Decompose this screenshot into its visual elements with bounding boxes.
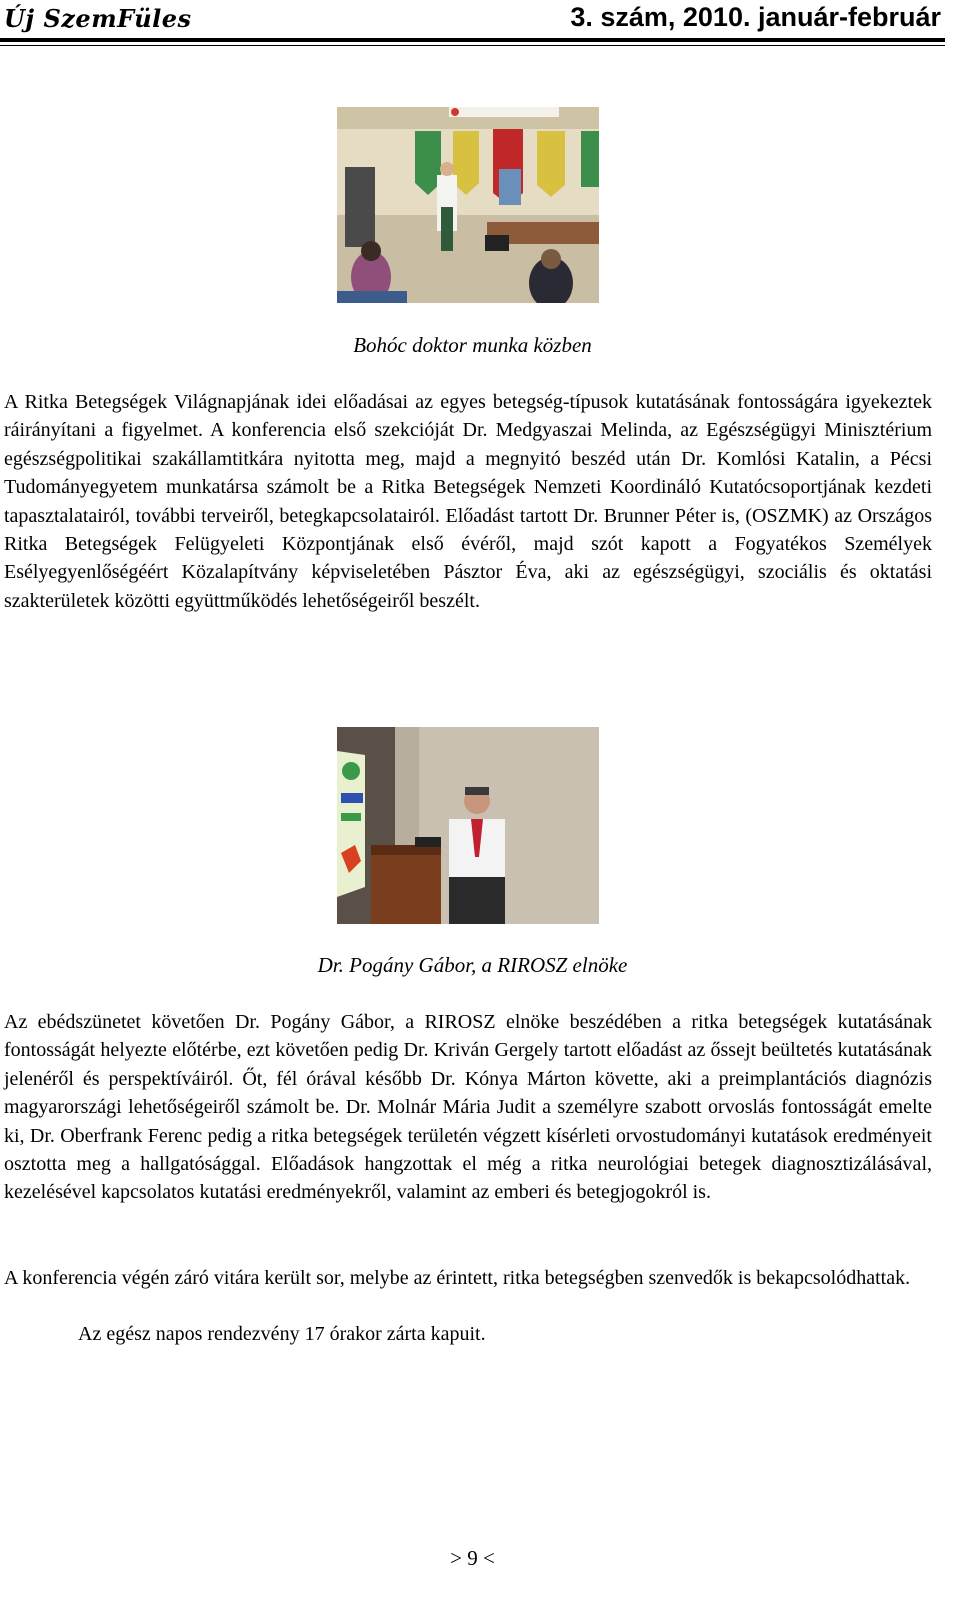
- body-paragraph: A Ritka Betegségek Világnapjának idei előadásai az egyes betegség-típusok kutatásának fontosságára igyekeztek ráirányítani a figyelmet. A konferencia első szekcióját Dr. Medgyaszai Melinda, az Egészségügyi Minisztérium egészségpolitikai szakállamtitkára nyitotta meg, majd a megnyitó beszéd után Dr. Komlósi Katalin, a Pécsi Tudományegyetem munkatársa számolt be a Ritka Betegségek Nemzeti Koordináló Kutatócsoportjának kezdeti tapasztalatairól, további terveiről, betegkapcsolatairól. Előadást tartott Dr. Brunner Péter is, (OSZMK) az Országos Ritka Betegségek Felügyeleti Központjának első évéről, majd szót kapott a Fogyatékos Személyek Esélyegyenlőségéért Közalapítvány képviseletében Pásztor Éva, aki az egészségügyi, szociális és oktatási szakterületek közötti együttműködés lehetőségeiről beszélt.: [4, 391, 932, 612]
- speaker-photo: [337, 727, 599, 924]
- issue-label: 3. szám, 2010. január-február: [570, 2, 941, 32]
- clown-doctor-photo: [337, 107, 599, 303]
- figure-caption: Bohóc doktor munka közben: [353, 333, 592, 357]
- page-number: > 9 <: [450, 1546, 495, 1570]
- publication-title: Új SzemFüles: [4, 4, 192, 33]
- body-paragraph: Az ebédszünetet követően Dr. Pogány Gábor, a RIROSZ elnöke beszédében a ritka betegségek kutatásának fontosságát helyezte előtérbe, ezt követően pedig Dr. Kriván Gergely tartott előadást az őssejt beültetés kutatásának jelenéről és perspektíváiról. Őt, fél órával később Dr. Kónya Márton követte, aki a preimplantációs diagnózis magyarországi lehetőségeiről számolt be. Dr. Molnár Mária Judit a személyre szabott orvoslás fontosságát emelte ki, Dr. Oberfrank Ferenc pedig a ritka betegségek területén végzett kísérleti orvostudományi kutatások eredményeit osztotta meg a hallgatósággal. Előadások hangzottak el még a ritka neurológiai betegek diagnosztizálásával, kezelésével kapcsolatos kutatási eredményekről, valamint az emberi és betegjogokról is.: [4, 1011, 932, 1204]
- figure-caption: Dr. Pogány Gábor, a RIROSZ elnöke: [317, 953, 628, 977]
- page-header: [0, 0, 945, 40]
- body-paragraph: A konferencia végén záró vitára került sor, melybe az érintett, ritka betegségben szenvedők is bekapcsolódhattak.: [4, 1267, 911, 1289]
- header-rule: [0, 38, 945, 42]
- header-rule-thin: [0, 45, 945, 46]
- closing-sentence: Az egész napos rendezvény 17 órakor zárta kapuit.: [78, 1323, 486, 1345]
